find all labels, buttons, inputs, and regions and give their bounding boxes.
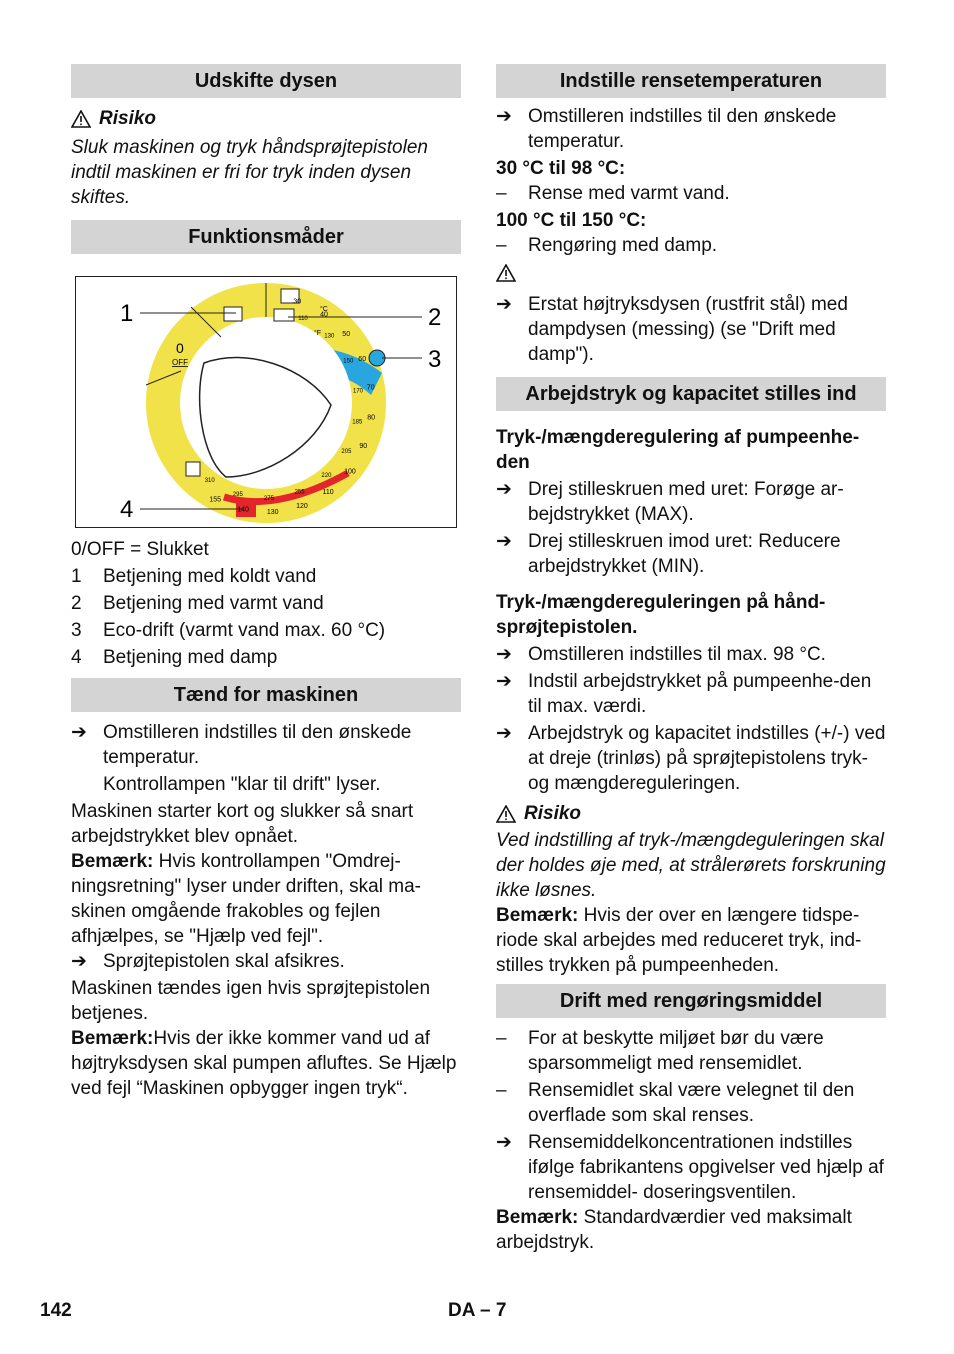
dial-fahrenheit-label: 110 bbox=[298, 316, 308, 323]
heading-taend-for-maskinen: Tænd for maskinen bbox=[71, 678, 461, 712]
dial-figure bbox=[75, 276, 457, 528]
note: Bemærk: Hvis kontrollampen "Omdrej-ningsretning" lyser under driften, skal ma-skinen omgående frakobles og fejlen afhjælpes, se "Hjælp ved fejl". bbox=[71, 851, 421, 947]
dial-fahrenheit-label: 220 bbox=[321, 473, 332, 480]
legend-item: 3 Eco-drift (varmt vand max. 60 °C) bbox=[71, 620, 386, 641]
legend-item: 2 Betjening med varmt vand bbox=[71, 593, 324, 614]
heading-indstille-rensetemperaturen: Indstille rensetemperaturen bbox=[496, 64, 886, 98]
dial-fahrenheit-label: 275 bbox=[263, 495, 274, 502]
risk-text: Ved indstilling af tryk-/mængdeguleringen skal der holdes øje med, at strålerørets forskruning ikke løsnes. bbox=[496, 830, 886, 901]
arrow-icon: ➔ bbox=[496, 106, 512, 127]
dial-celsius-label: 140 bbox=[237, 506, 249, 514]
info-icon bbox=[186, 462, 200, 476]
subheading: Tryk-/mængderegulering af pumpeenhe-den bbox=[496, 427, 860, 473]
legend-item: 1 Betjening med koldt vand bbox=[71, 566, 317, 587]
dash-item: – For at beskytte miljøet bør du være sparsommeligt med rensemidlet. bbox=[496, 1028, 824, 1074]
legend-list bbox=[71, 564, 461, 670]
heading-udskifte-dysen: Udskifte dysen bbox=[71, 64, 461, 98]
dial-fahrenheit-label: 295 bbox=[232, 492, 243, 498]
dash-item: – Rense med varmt vand. bbox=[496, 183, 730, 204]
dial-celsius-label: 30 bbox=[293, 298, 302, 306]
instruction-step: ➔ Sprøjtepistolen skal afsikres. bbox=[71, 951, 345, 972]
dial-off: OFF bbox=[172, 358, 188, 367]
section-code: DA – 7 bbox=[448, 1300, 507, 1321]
arrow-icon: ➔ bbox=[496, 644, 512, 665]
right-column bbox=[496, 64, 886, 1255]
note: Bemærk: Hvis der over en længere tidspe-riode skal arbejdes med reduceret tryk, ind-stilles trykken på pumpeenheden. bbox=[496, 905, 862, 976]
callout-1: 1 bbox=[120, 300, 134, 327]
unit-fahrenheit: °F bbox=[314, 330, 322, 337]
dial-fahrenheit-label: 150 bbox=[343, 358, 354, 365]
heading-funktionsmader: Funktionsmåder bbox=[71, 220, 461, 254]
warning-icon bbox=[71, 110, 91, 128]
dial-celsius-label: 155 bbox=[209, 496, 221, 504]
dial-celsius-label: 90 bbox=[359, 443, 368, 451]
nozzle-icon bbox=[274, 309, 294, 321]
dial-zero: 0 bbox=[176, 340, 184, 356]
page-number: 142 bbox=[40, 1300, 72, 1321]
subheading: 100 °C til 150 °C: bbox=[496, 210, 647, 231]
instruction-step: ➔ Omstilleren indstilles til den ønskede temperatur. bbox=[71, 722, 412, 768]
instruction-step: ➔ Indstil arbejdstrykket på pumpeenhe-den til max. værdi. bbox=[496, 671, 872, 717]
instruction-step: ➔ Drej stilleskruen imod uret: Reducere arbejdstrykket (MIN). bbox=[496, 531, 841, 577]
callout-4: 4 bbox=[120, 496, 134, 523]
paragraph: Maskinen tændes igen hvis sprøjtepistolen betjenes. bbox=[71, 978, 431, 1024]
instruction-step: ➔ Omstilleren indstilles til max. 98 °C. bbox=[496, 644, 826, 665]
dial-celsius-label: 100 bbox=[344, 468, 356, 476]
mode-dial-diagram bbox=[76, 277, 456, 527]
arrow-icon: ➔ bbox=[496, 723, 512, 744]
dial-celsius-label: 50 bbox=[342, 331, 351, 339]
risk-text: Sluk maskinen og tryk håndsprøjtepistolen indtil maskinen er fri for tryk inden dysen skiftes. bbox=[71, 137, 428, 208]
unit-celsius: °C bbox=[320, 306, 328, 313]
legend-item: 4 Betjening med damp bbox=[71, 647, 278, 668]
instruction-step: ➔ Erstat højtryksdysen (rustfrit stål) med dampdysen (messing) (se "Drift med damp"). bbox=[496, 294, 848, 365]
arrow-icon: ➔ bbox=[496, 531, 512, 552]
instruction-step: ➔ Rensemiddelkoncentrationen indstilles ifølge fabrikantens opgivelser ved hjælp af rensemiddel- doseringsventilen. bbox=[496, 1132, 884, 1203]
instruction-step: ➔ Drej stilleskruen med uret: Forøge ar-bejdstrykket (MAX). bbox=[496, 479, 844, 525]
cold-water-icon bbox=[224, 307, 242, 321]
arrow-icon: ➔ bbox=[496, 1132, 512, 1153]
dial-fahrenheit-label: 310 bbox=[204, 478, 215, 484]
dial-celsius-label: 110 bbox=[322, 489, 334, 497]
dial-celsius-label: 130 bbox=[266, 508, 279, 516]
risk-warning bbox=[71, 106, 461, 131]
warning-icon bbox=[496, 264, 516, 282]
note: Bemærk:Hvis der ikke kommer vand ud af højtryksdysen skal pumpen afluftes. Se Hjælp ved fejl “Maskinen opbygger ingen tryk“. bbox=[71, 1028, 457, 1099]
dash-item: – Rensemidlet skal være velegnet til den overflade som skal renses. bbox=[496, 1080, 855, 1126]
risk-title: Risiko bbox=[99, 108, 157, 129]
subheading: 30 °C til 98 °C: bbox=[496, 158, 626, 179]
dial-fahrenheit-label: 255 bbox=[294, 489, 305, 496]
heading-drift-med-rengoringsmiddel: Drift med rengøringsmiddel bbox=[496, 984, 886, 1018]
note: Bemærk: Standardværdier ved maksimalt arbejdstryk. bbox=[496, 1207, 852, 1253]
dial-fahrenheit-label: 170 bbox=[353, 388, 364, 395]
legend-off: 0/OFF = Slukket bbox=[71, 539, 209, 560]
instruction-step: ➔ Omstilleren indstilles til den ønskede temperatur. bbox=[496, 106, 837, 152]
subheading: Tryk-/mængdereguleringen på hånd-sprøjtepistolen. bbox=[496, 592, 826, 638]
dial-celsius-label: 60 bbox=[358, 356, 367, 364]
dial-fahrenheit-label: 185 bbox=[352, 419, 363, 426]
risk-title: Risiko bbox=[524, 803, 582, 824]
instruction-step: ➔ Arbejdstryk og kapacitet indstilles (+/-) ved at dreje (trinløs) på sprøjtepistolens tryk- og mængdereguleringen. bbox=[496, 723, 886, 794]
callout-2: 2 bbox=[428, 304, 442, 331]
paragraph: Maskinen starter kort og slukker så snart arbejdstrykket blev opnået. bbox=[71, 801, 414, 847]
arrow-icon: ➔ bbox=[496, 479, 512, 500]
left-column bbox=[71, 64, 461, 1101]
arrow-icon: ➔ bbox=[496, 294, 512, 315]
dial-fahrenheit-label: 130 bbox=[324, 333, 335, 340]
dial-celsius-label: 80 bbox=[367, 414, 375, 422]
dial-fahrenheit-label: 205 bbox=[341, 449, 352, 455]
warning-icon bbox=[496, 805, 516, 823]
heading-arbejdstryk: Arbejdstryk og kapacitet stilles ind bbox=[496, 377, 886, 411]
result-text: Kontrollampen "klar til drift" lyser. bbox=[103, 774, 381, 795]
arrow-icon: ➔ bbox=[71, 722, 87, 743]
dash-item: – Rengøring med damp. bbox=[496, 235, 718, 256]
dial-celsius-label: 70 bbox=[366, 384, 375, 392]
arrow-icon: ➔ bbox=[71, 951, 87, 972]
arrow-icon: ➔ bbox=[496, 671, 512, 692]
dial-celsius-label: 120 bbox=[296, 502, 308, 510]
warning-row bbox=[496, 264, 886, 286]
callout-3: 3 bbox=[428, 346, 442, 373]
dial-celsius-label: 40 bbox=[320, 311, 328, 319]
risk-warning bbox=[496, 801, 886, 826]
